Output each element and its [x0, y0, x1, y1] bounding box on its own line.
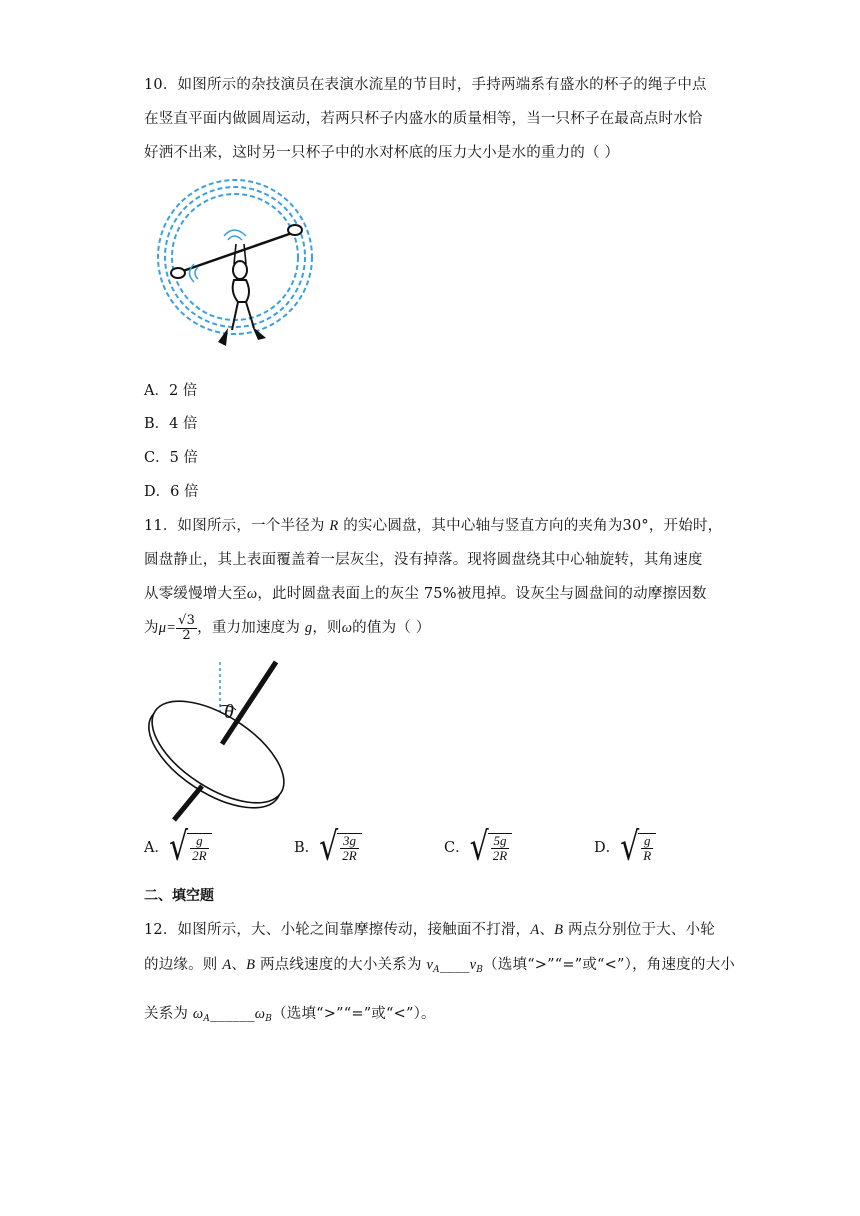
q10-line-2: 在竖直平面内做圆周运动，若两只杯子内盛水的质量相等，当一只杯子在最高点时水恰 — [144, 111, 703, 127]
option-numerator: g — [641, 834, 653, 849]
angle-value: 30° — [622, 518, 649, 534]
q12-text: 、 — [539, 922, 555, 938]
q11-line-3 — [144, 582, 707, 603]
q12-text: 两点分别位于大、小轮 — [563, 922, 715, 938]
q11-text: 为 — [144, 620, 159, 637]
water-meteor-figure — [150, 172, 320, 362]
q12-text: 、 — [231, 957, 247, 973]
sqrt-expression: √ $\frac{3g}{2R}$ — [319, 833, 362, 863]
velocity-subscript: A — [433, 965, 440, 975]
velocity-symbol: v — [426, 957, 434, 973]
sqrt-expression: √ $\frac{g}{2R}$ — [169, 833, 212, 863]
option-denominator: 2R — [492, 848, 508, 863]
option-label: C． — [444, 840, 470, 856]
sqrt-expression: √ $\frac{g}{R}$ — [620, 833, 656, 863]
omega-symbol: ω — [192, 1006, 204, 1022]
section-heading: 二、填空题 — [144, 888, 214, 904]
q10-line-1: 10．如图所示的杂技演员在表演水流星的节目时，手持两端系有盛水的杯子的绳子中点 — [144, 77, 707, 93]
mu-numerator: √3 — [178, 613, 196, 628]
sqrt-expression: √ $\frac{5g}{2R}$ — [470, 833, 513, 863]
q11-option-a — [144, 824, 212, 871]
q10-option-d: D．6 倍 — [144, 484, 199, 500]
answer-blank[interactable]: ______ — [210, 1006, 255, 1022]
radius-symbol: R — [329, 518, 339, 534]
option-denominator: 2R — [342, 848, 357, 863]
option-numerator: 5g — [491, 834, 509, 849]
option-numerator: g — [190, 834, 208, 849]
theta-label: θ — [224, 701, 234, 723]
point-b: B — [554, 922, 564, 938]
q11-text: ，此时圆盘表面上的灰尘 75%被甩掉。设灰尘与圆盘间的动摩擦因数 — [257, 586, 707, 602]
option-denominator: 2R — [192, 848, 207, 863]
gravity-symbol: g — [304, 620, 313, 637]
q12-line-1 — [144, 918, 715, 939]
q12-text: 关系为 — [144, 1006, 193, 1022]
option-denominator: R — [643, 848, 652, 863]
q11-option-c — [444, 824, 512, 871]
q11-option-b — [294, 824, 362, 871]
q12-text: 12．如图所示，大、小轮之间靠摩擦传动，接触面不打滑， — [144, 922, 531, 938]
omega-symbol: ω — [254, 1006, 266, 1022]
q11-line-2: 圆盘静止，其上表面覆盖着一层灰尘，没有掉落。现将圆盘绕其中心轴旋转，其角速度 — [144, 552, 703, 568]
q12-line-2 — [144, 953, 735, 975]
omega-symbol: ω — [246, 586, 258, 602]
q12-text: （选填“>”“=”或“<”），角速度的大小 — [483, 957, 735, 973]
option-label: A． — [144, 840, 169, 856]
q11-text: 从零缓慢增大至 — [144, 586, 247, 602]
q11-text: 11．如图所示，一个半径为 — [144, 518, 330, 534]
point-a: A — [530, 922, 540, 938]
q11-line-4 — [144, 614, 430, 642]
q12-text: 两点线速度的大小关系为 — [255, 957, 427, 973]
answer-blank[interactable]: ____ — [439, 957, 470, 973]
mu-fraction — [176, 614, 197, 642]
q11-text: ，重力加速度为 — [197, 620, 305, 637]
point-a: A — [222, 957, 232, 973]
q10-option-c: C．5 倍 — [144, 450, 198, 466]
q12-text: 的边缘。则 — [144, 957, 223, 973]
point-b: B — [246, 957, 256, 973]
q11-text: 的值为（ ） — [352, 620, 431, 637]
omega-subscript: A — [203, 1014, 211, 1024]
q12-line-3 — [144, 1002, 436, 1024]
q10-option-b: B．4 倍 — [144, 416, 198, 432]
option-label: B． — [294, 840, 320, 856]
q11-text: ，则 — [312, 620, 342, 637]
velocity-symbol: v — [469, 957, 477, 973]
q11-text: ，开始时， — [648, 518, 723, 534]
q12-text: （选填“>”“=”或“<”）。 — [272, 1006, 436, 1022]
option-numerator: 3g — [340, 834, 358, 849]
velocity-subscript: B — [476, 965, 484, 975]
mu-denominator: 2 — [182, 627, 191, 643]
q10-line-3: 好洒不出来，这时另一只杯子中的水对杯底的压力大小是水的重力的（ ） — [144, 145, 620, 161]
tilted-disk-figure — [146, 660, 296, 822]
q11-line-1 — [144, 514, 722, 535]
omega-symbol: ω — [341, 620, 353, 637]
option-label: D． — [594, 840, 621, 856]
q10-option-a: A．2 倍 — [144, 383, 198, 399]
q11-option-d — [594, 824, 656, 871]
mu-symbol: μ= — [158, 620, 177, 637]
omega-subscript: B — [265, 1014, 273, 1024]
q11-text: 的实心圆盘，其中心轴与竖直方向的夹角为 — [338, 518, 623, 534]
